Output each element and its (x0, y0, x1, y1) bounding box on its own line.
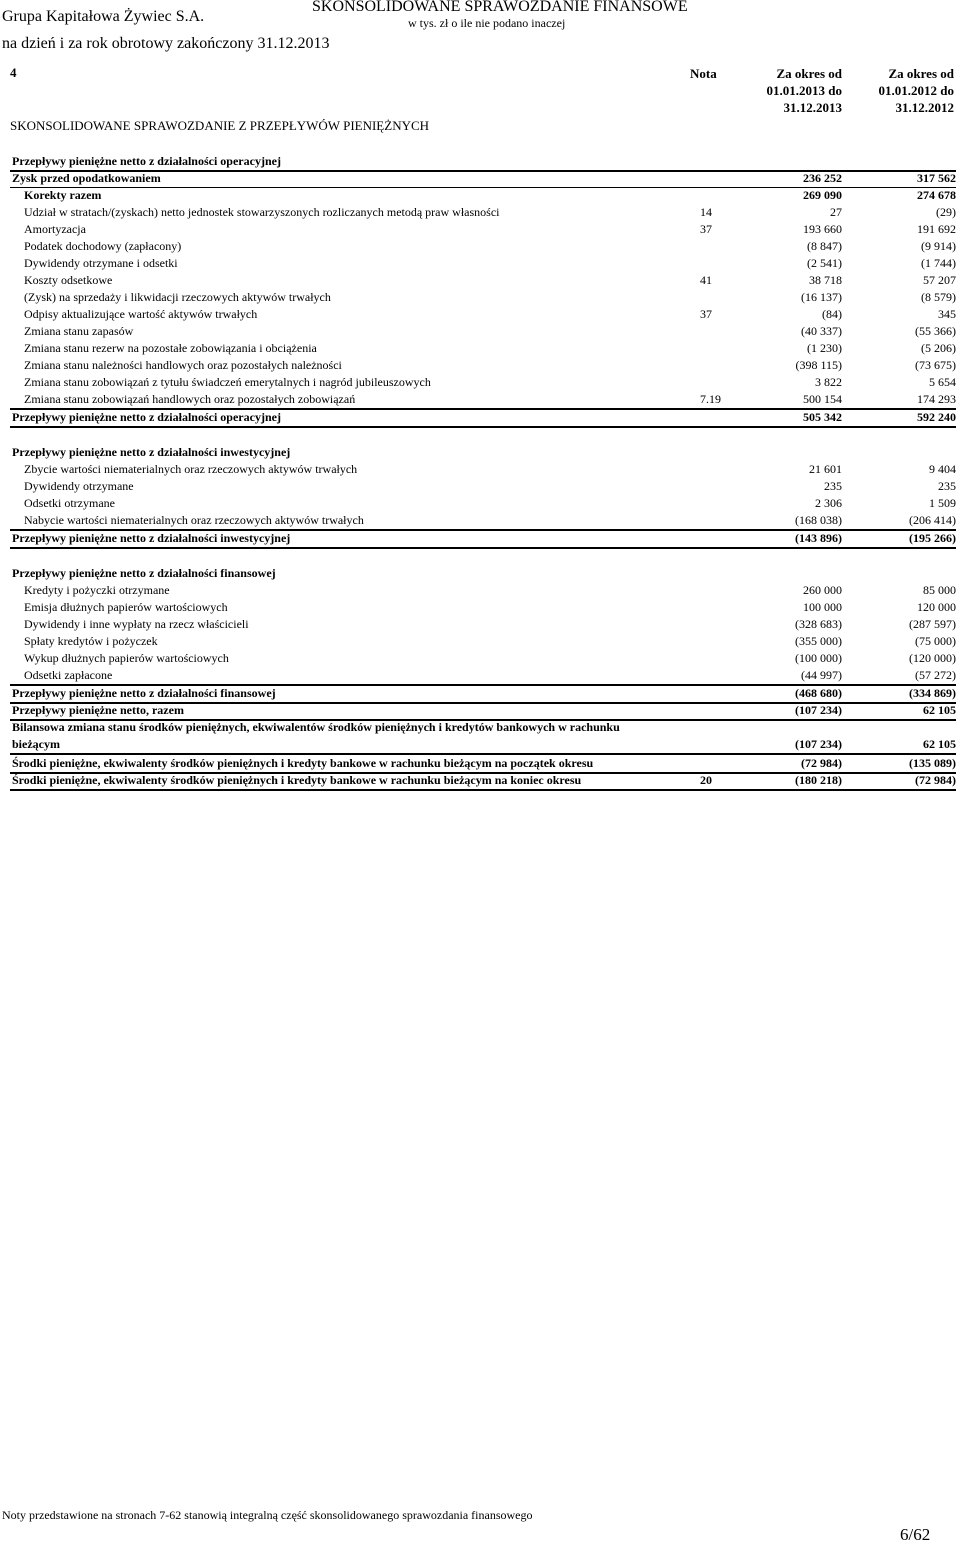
company-name: Grupa Kapitałowa Żywiec S.A. (2, 8, 205, 25)
row-label: Środki pieniężne, ekwiwalenty środków pieniężnych i kredyty bankowe w rachunku bieżącym na koniec okresu (12, 773, 582, 787)
table-row (10, 391, 956, 410)
table-row (10, 599, 956, 616)
row-value-2013: 38 718 (809, 273, 842, 287)
row-value-2013: 193 660 (803, 222, 842, 236)
table-row (10, 495, 956, 512)
row-value-2013: (355 000) (795, 634, 842, 648)
row-value-2013: 21 601 (809, 462, 842, 476)
row-value-2012: (206 414) (909, 513, 956, 527)
row-label: Przepływy pieniężne netto z działalności operacyjnej (12, 410, 281, 424)
row-value-2013: (328 683) (795, 617, 842, 631)
row-label: Spłaty kredytów i pożyczek (24, 634, 158, 648)
row-label: Przepływy pieniężne netto z działalności inwestycyjnej (12, 531, 291, 545)
row-value-2013: (468 680) (795, 686, 842, 700)
row-value-2013: 27 (830, 205, 842, 219)
table-row (10, 633, 956, 650)
row-value-2012: 191 692 (917, 222, 956, 236)
row-value-2013: (180 218) (795, 773, 842, 787)
row-label: Odsetki zapłacone (24, 668, 113, 682)
row-value-2012: 9 404 (929, 462, 956, 476)
row-label: (Zysk) na sprzedaży i likwidacji rzeczowych aktywów trwałych (24, 290, 331, 304)
row-nota: 7.19 (700, 392, 721, 406)
table-row (10, 616, 956, 633)
row-value-2013: (72 984) (801, 756, 842, 770)
row-value-2012: 345 (938, 307, 956, 321)
row-value-2012: (1 744) (921, 256, 956, 270)
row-label: Przepływy pieniężne netto z działalności finansowej (12, 566, 276, 580)
row-value-2013: 100 000 (803, 600, 842, 614)
row-label: Zmiana stanu należności handlowych oraz pozostałych należności (24, 358, 342, 372)
row-value-2013: (16 137) (801, 290, 842, 304)
row-label: Zbycie wartości niematerialnych oraz rzeczowych aktywów trwałych (24, 462, 358, 476)
row-label: Odsetki otrzymane (24, 496, 115, 510)
row-value-2013: (100 000) (795, 651, 842, 665)
period-2012-column-header: Za okres od 01.01.2012 do 31.12.2012 (878, 66, 954, 115)
note-number: 4 (10, 65, 17, 80)
row-label: Udział w stratach/(zyskach) netto jednostek stowarzyszonych rozliczanych metodą praw własności (24, 205, 500, 219)
row-value-2013: 235 (824, 479, 842, 493)
row-value-2013: 500 154 (803, 392, 842, 406)
row-value-2012: (195 266) (909, 531, 956, 545)
row-nota: 41 (700, 273, 712, 287)
footer-note: Noty przedstawione na stronach 7-62 stanowią integralną część skonsolidowanego sprawozdania finansowego (2, 1508, 533, 1522)
statement-title: SKONSOLIDOWANE SPRAWOZDANIE Z PRZEPŁYWÓW PIENIĘŻNYCH (10, 118, 430, 133)
report-subtitle: w tys. zł o ile nie podano inaczej (408, 16, 566, 30)
reporting-period: na dzień i za rok obrotowy zakończony 31.12.2013 (2, 35, 330, 52)
row-value-2012: (135 089) (909, 756, 956, 770)
row-label: Zmiana stanu rezerw na pozostałe zobowiązania i obciążenia (24, 341, 317, 355)
row-label: Podatek dochodowy (zapłacony) (24, 239, 182, 253)
row-value-2013: (107 234) (795, 737, 842, 751)
row-nota: 14 (700, 205, 712, 219)
row-label: Bilansowa zmiana stanu środków pieniężnych, ekwiwalentów środków pieniężnych i kredytów bankowych w rachunku bieżącym (12, 720, 620, 751)
row-label: Zysk przed opodatkowaniem (12, 171, 161, 185)
table-row (10, 667, 956, 686)
row-value-2013: 3 822 (815, 375, 842, 389)
table-row (10, 512, 956, 531)
row-nota: 37 (700, 222, 712, 236)
row-value-2012: 85 000 (923, 583, 956, 597)
table-row (10, 772, 956, 791)
table-row (10, 565, 956, 582)
table-row (10, 204, 956, 221)
table-row (10, 650, 956, 667)
table-row (10, 221, 956, 238)
row-value-2012: (287 597) (909, 617, 956, 631)
row-label: Kredyty i pożyczki otrzymane (24, 583, 170, 597)
row-value-2013: 505 342 (803, 410, 842, 424)
row-value-2012: (29) (936, 205, 956, 219)
row-nota: 37 (700, 307, 712, 321)
row-value-2012: (73 675) (915, 358, 956, 372)
row-value-2013: (168 038) (795, 513, 842, 527)
row-value-2013: (107 234) (795, 703, 842, 717)
row-value-2012: 57 207 (923, 273, 956, 287)
row-value-2013: 2 306 (815, 496, 842, 510)
row-value-2012: (57 272) (915, 668, 956, 682)
row-label: Przepływy pieniężne netto z działalności finansowej (12, 686, 276, 700)
row-label: Nabycie wartości niematerialnych oraz rzeczowych aktywów trwałych (24, 513, 364, 527)
row-label: Przepływy pieniężne netto z działalności inwestycyjnej (12, 445, 291, 459)
row-label: Emisja dłużnych papierów wartościowych (24, 600, 228, 614)
table-row (10, 582, 956, 599)
row-value-2013: (398 115) (795, 358, 842, 372)
row-value-2012: (8 579) (921, 290, 956, 304)
row-value-2012: (72 984) (915, 773, 956, 787)
row-value-2012: 235 (938, 479, 956, 493)
row-value-2013: (143 896) (795, 531, 842, 545)
row-value-2012: 5 654 (929, 375, 956, 389)
row-label: Zmiana stanu zobowiązań z tytułu świadczeń emerytalnych i nagród jubileuszowych (24, 375, 431, 389)
table-row (10, 289, 956, 306)
table-row (10, 323, 956, 340)
table-row (10, 374, 956, 391)
row-nota: 20 (700, 773, 712, 787)
table-row (10, 719, 956, 755)
row-label: Zmiana stanu zobowiązań handlowych oraz pozostałych zobowiązań (24, 392, 356, 406)
row-label: Dywidendy i inne wypłaty na rzecz właścicieli (24, 617, 249, 631)
row-label: Dywidendy otrzymane (24, 479, 134, 493)
row-value-2012: 592 240 (917, 410, 956, 424)
row-label: Koszty odsetkowe (24, 273, 113, 287)
row-value-2013: (8 847) (807, 239, 842, 253)
row-value-2013: (40 337) (801, 324, 842, 338)
row-value-2012: 174 293 (917, 392, 956, 406)
row-value-2012: 1 509 (929, 496, 956, 510)
row-value-2012: 120 000 (917, 600, 956, 614)
row-value-2013: (2 541) (807, 256, 842, 270)
row-label: Wykup dłużnych papierów wartościowych (24, 651, 229, 665)
row-value-2013: (1 230) (807, 341, 842, 355)
row-value-2012: (55 366) (915, 324, 956, 338)
table-row (10, 357, 956, 374)
table-row (10, 444, 956, 461)
table-row (10, 306, 956, 323)
row-label: Przepływy pieniężne netto z działalności operacyjnej (12, 154, 281, 168)
table-row (10, 170, 956, 188)
table-row (10, 272, 956, 289)
row-label: Dywidendy otrzymane i odsetki (24, 256, 178, 270)
table-row (10, 409, 956, 428)
row-label: Zmiana stanu zapasów (24, 324, 134, 338)
table-row (10, 238, 956, 255)
table-row (10, 478, 956, 495)
row-value-2012: (120 000) (909, 651, 956, 665)
report-title: SKONSOLIDOWANE SPRAWOZDANIE FINANSOWE (312, 0, 688, 15)
row-label: Korekty razem (24, 188, 102, 202)
row-value-2012: 274 678 (917, 188, 956, 202)
row-value-2012: 317 562 (917, 171, 956, 185)
table-row (10, 530, 956, 549)
row-label: Odpisy aktualizujące wartość aktywów trwałych (24, 307, 258, 321)
row-value-2012: 62 105 (923, 737, 956, 751)
row-value-2012: 62 105 (923, 703, 956, 717)
row-label: Środki pieniężne, ekwiwalenty środków pieniężnych i kredyty bankowe w rachunku bieżącym na początek okresu (12, 756, 594, 770)
row-value-2012: (9 914) (921, 239, 956, 253)
row-value-2013: (44 997) (801, 668, 842, 682)
row-value-2013: 236 252 (803, 171, 842, 185)
page-number: 6/62 (900, 1525, 931, 1544)
row-value-2012: (334 869) (909, 686, 956, 700)
row-label: Przepływy pieniężne netto, razem (12, 703, 184, 717)
table-row (10, 461, 956, 478)
table-row (10, 187, 956, 204)
row-label: Amortyzacja (24, 222, 86, 236)
row-value-2013: 269 090 (803, 188, 842, 202)
table-row (10, 340, 956, 357)
period-2013-column-header: Za okres od 01.01.2013 do 31.12.2013 (766, 66, 842, 115)
nota-column-header: Nota (690, 66, 717, 81)
row-value-2013: (84) (822, 307, 842, 321)
table-row (10, 255, 956, 272)
row-value-2013: 260 000 (803, 583, 842, 597)
row-value-2012: (5 206) (921, 341, 956, 355)
row-value-2012: (75 000) (915, 634, 956, 648)
